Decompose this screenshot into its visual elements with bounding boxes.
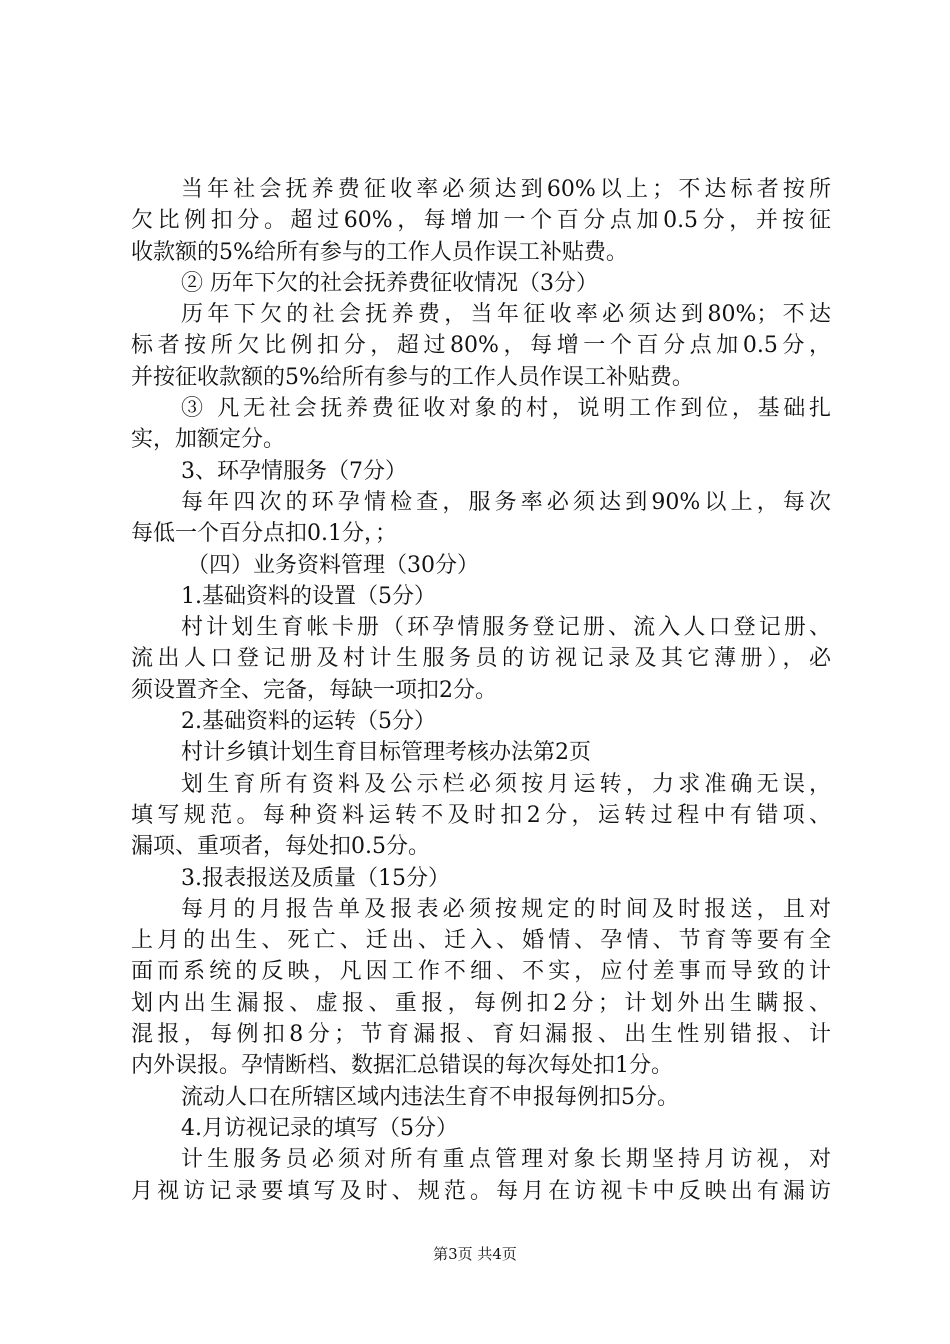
paragraph-line: 实，加额定分。	[131, 427, 286, 453]
paragraph-line: 流出人口登记册及村计生服务员的访视记录及其它薄册），必	[131, 646, 831, 672]
paragraph-line: 划内出生漏报、虚报、重报，每例扣2分；计划外出生瞒报、	[131, 990, 831, 1016]
paragraph-line: 上月的出生、死亡、迁出、迁入、婚情、孕情、节育等要有全	[131, 928, 831, 954]
paragraph-line: 划生育所有资料及公示栏必须按月运转，力求准确无误，	[181, 771, 831, 797]
paragraph-line: 村计乡镇计划生育目标管理考核办法第2页	[181, 740, 591, 766]
paragraph-line: 填写规范。每种资料运转不及时扣2分，运转过程中有错项、	[131, 802, 831, 828]
paragraph-line: 混报，每例扣8分；节育漏报、育妇漏报、出生性别错报、计	[131, 1022, 831, 1048]
paragraph-line: 内外误报。孕情断档、数据汇总错误的每次每处扣1分。	[131, 1053, 673, 1079]
section-heading: 2.基础资料的运转（5分）	[181, 709, 436, 735]
section-heading: 3、环孕情服务（7分）	[181, 458, 407, 484]
paragraph-line: 每月的月报告单及报表必须按规定的时间及时报送，且对	[181, 896, 831, 922]
paragraph-line: 并按征收款额的5%给所有参与的工作人员作误工补贴费。	[131, 364, 694, 390]
paragraph-line: 当年社会抚养费征收率必须达到60%以上；不达标者按所	[181, 177, 831, 202]
paragraph-line: 每低一个百分点扣0.1分，；	[131, 521, 397, 547]
paragraph-line: 村计划生育帐卡册（环孕情服务登记册、流入人口登记册、	[181, 615, 831, 641]
paragraph-line: 历年下欠的社会抚养费，当年征收率必须达到80%；不达	[181, 302, 831, 328]
section-heading: （四）业务资料管理（30分）	[187, 552, 479, 578]
section-heading: 3.报表报送及质量（15分）	[181, 865, 450, 891]
paragraph-line: 计生服务员必须对所有重点管理对象长期坚持月访视，对	[181, 1147, 831, 1173]
paragraph-line: 流动人口在所辖区域内违法生育不申报每例扣5分。	[181, 1084, 679, 1110]
section-heading: 4.月访视记录的填写（5分）	[181, 1115, 458, 1141]
page-footer: 第3页 共4页	[433, 1245, 517, 1263]
paragraph-line: ③ 凡无社会抚养费征收对象的村，说明工作到位，基础扎	[181, 396, 831, 422]
section-heading: ② 历年下欠的社会抚养费征收情况（3分）	[181, 270, 598, 296]
paragraph-line: 月视访记录要填写及时、规范。每月在访视卡中反映出有漏访	[131, 1178, 831, 1204]
document-body	[131, 174, 831, 1207]
paragraph-line: 须设置齐全、完备，每缺一项扣2分。	[131, 677, 497, 703]
paragraph-line: 面而系统的反映，凡因工作不细、不实，应付差事而导致的计	[131, 959, 831, 985]
paragraph-line: 欠比例扣分。超过60%，每增加一个百分点加0.5分，并按征	[131, 208, 831, 234]
paragraph-line: 每年四次的环孕情检查，服务率必须达到90%以上，每次	[181, 489, 831, 515]
paragraph-line: 标者按所欠比例扣分，超过80%，每增一个百分点加0.5分，	[131, 333, 831, 359]
section-heading: 1.基础资料的设置（5分）	[181, 583, 436, 609]
paragraph-line: 收款额的5%给所有参与的工作人员作误工补贴费。	[131, 239, 628, 265]
paragraph-line: 漏项、重项者，每处扣0.5分。	[131, 834, 430, 860]
